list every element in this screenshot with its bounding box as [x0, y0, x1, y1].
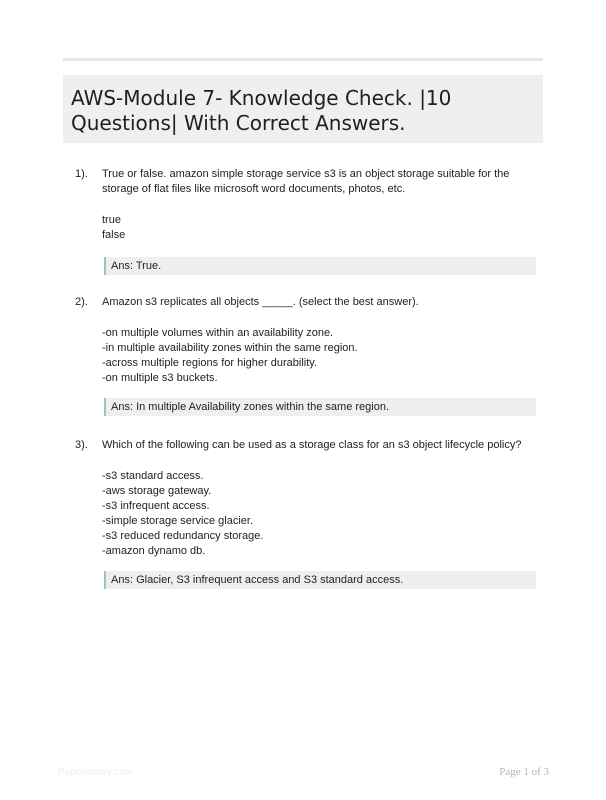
- page-number: Page 1 of 3: [499, 766, 549, 778]
- option: true: [102, 214, 121, 226]
- options-list: [102, 326, 535, 386]
- answer-box: [104, 571, 536, 589]
- top-divider: [63, 58, 543, 61]
- answer-box: [104, 398, 536, 416]
- option: -s3 standard access.: [102, 470, 204, 482]
- option: -in multiple availability zones within the same region.: [102, 342, 358, 354]
- answer-text: Ans: Glacier, S3 infrequent access and S3 standard access.: [111, 574, 404, 586]
- document-title: AWS-Module 7- Knowledge Check. |10 Questions| With Correct Answers.: [71, 86, 452, 135]
- question-number: 3).: [75, 439, 88, 451]
- option: -on multiple volumes within an availability zone.: [102, 327, 334, 339]
- options-list: [102, 469, 535, 559]
- option: -on multiple s3 buckets.: [102, 372, 218, 384]
- answer-text: Ans: In multiple Availability zones within the same region.: [111, 401, 389, 413]
- footer-watermark: Paperlibrary.com: [58, 767, 133, 778]
- question-text: Amazon s3 replicates all objects _____. (select the best answer).: [102, 296, 419, 308]
- option: false: [102, 229, 126, 241]
- title-banner: [63, 75, 543, 143]
- option: -simple storage service glacier.: [102, 515, 254, 527]
- answer-box: [104, 257, 536, 275]
- options-list: [102, 213, 535, 243]
- option: -across multiple regions for higher durability.: [102, 357, 317, 369]
- question-number: 2).: [75, 296, 88, 308]
- answer-text: Ans: True.: [111, 260, 162, 272]
- option: -aws storage gateway.: [102, 485, 212, 497]
- question-text: Which of the following can be used as a storage class for an s3 object lifecycle policy?: [102, 439, 522, 451]
- question-number: 1).: [75, 168, 88, 180]
- option: -amazon dynamo db.: [102, 545, 206, 557]
- option: -s3 reduced redundancy storage.: [102, 530, 264, 542]
- question-text: True or false. amazon simple storage service s3 is an object storage suitable for the storage of flat files like microsoft word documents, photos, etc.: [102, 168, 510, 195]
- question-body: [102, 438, 535, 589]
- question-body: [102, 295, 535, 416]
- question-body: [102, 167, 535, 275]
- option: -s3 infrequent access.: [102, 500, 210, 512]
